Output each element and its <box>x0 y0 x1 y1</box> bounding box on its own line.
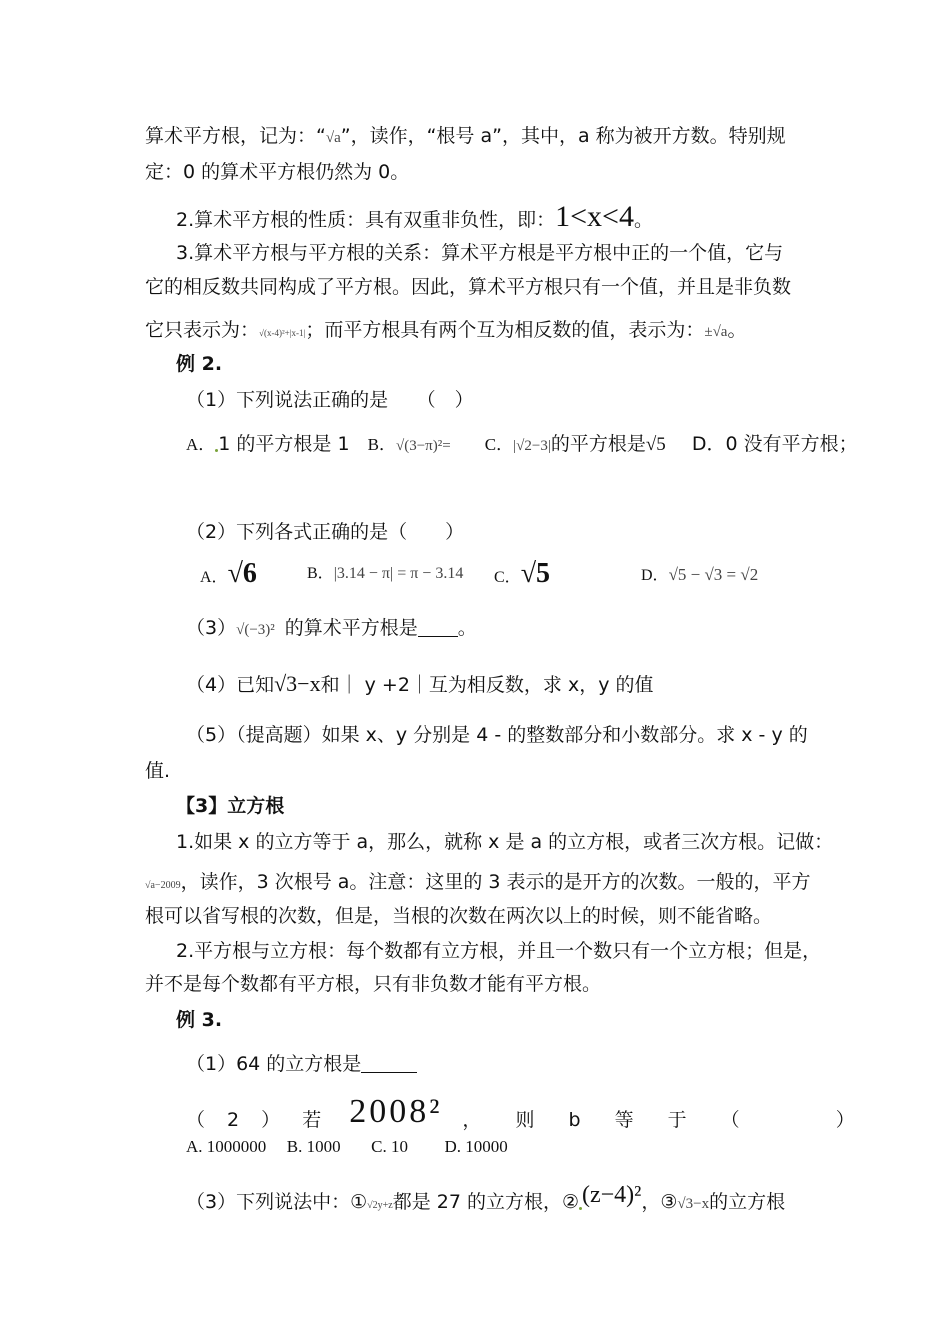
ex2-q4 <box>186 670 653 699</box>
small-formula: √(x-4)²+|x-1| <box>259 328 306 338</box>
choice-b-label: B． <box>367 435 396 454</box>
para-relation-line2 <box>145 273 791 301</box>
choice-a-label: A． <box>186 435 216 454</box>
ex2-q1-choices <box>186 430 858 460</box>
choice-d: D. 10000 <box>444 1137 508 1156</box>
text: 的算术平方根是 <box>284 617 418 639</box>
example-2-heading: 例 2. <box>176 353 223 375</box>
choice-c-formula: √5 <box>520 558 551 589</box>
q3-formula: √(−3)² <box>236 622 275 638</box>
text: ”，读作，“根号 a”，其中，a 称为被开方数。特别规 <box>340 125 786 147</box>
section-3-heading: 【3】立方根 <box>176 795 285 817</box>
ex2-q2-stem: （2）下列各式正确的是（ ） <box>186 521 465 543</box>
text: 算术平方根，记为：“ <box>145 125 326 147</box>
inequality-formula: 1<x<4 <box>555 200 634 233</box>
text: 它只表示为： <box>145 319 260 341</box>
ex3-q1 <box>186 1050 417 1078</box>
choice-b: B. 1000 <box>286 1137 341 1156</box>
q2-formula: 2008² <box>349 1093 443 1130</box>
text: （ 2 ） 若 <box>186 1109 330 1131</box>
para-arith-sqrt-def-line1 <box>145 122 786 152</box>
sec3-para3: 根可以省写根的次数，但是，当根的次数在两次以上的时候，则不能省略。 <box>145 905 773 927</box>
ex3-q2-choices <box>186 1133 508 1161</box>
choice-c-label: C． <box>494 569 521 586</box>
ex2-q2-choice-c <box>494 560 550 592</box>
answer-blank[interactable] <box>361 1052 417 1073</box>
choice-c-formula: |√2−3| <box>513 438 551 454</box>
choice-b-formula: √(3−π)²= <box>395 438 451 454</box>
ex3-q2 <box>186 1093 855 1134</box>
ex2-q2-choice-b <box>307 558 463 588</box>
text: 和｜ y +2｜互为相反数，求 x，y 的值 <box>320 674 654 696</box>
choice-b-label: B． <box>307 565 334 582</box>
choice-c-text: 的平方根是 <box>550 433 646 455</box>
para-relation-line1 <box>176 239 783 267</box>
cube-root-formula: √a−2009 <box>145 880 181 891</box>
ex3-q3 <box>186 1181 785 1220</box>
sec3-para5: 并不是每个数都有平方根，只有非负数才能有平方根。 <box>145 973 602 995</box>
choice-a-text: 1 的平方根是 1 <box>218 433 350 455</box>
choice-a: A. 1000000 <box>186 1137 267 1156</box>
text: 。 <box>727 319 747 341</box>
q3-formula-1: √2y+z <box>367 1200 393 1211</box>
text: （3） <box>186 617 237 639</box>
choice-a-formula: √6 <box>227 558 257 589</box>
choice-a-label: A． <box>200 569 228 586</box>
ex2-q5-line2: 值. <box>145 760 171 782</box>
para-relation-line3 <box>145 316 746 347</box>
choice-d-formula: √5 − √3 = √2 <box>668 565 759 584</box>
choice-b-formula: |3.14 − π| = π − 3.14 <box>333 565 464 582</box>
q4-formula: √3−x <box>274 671 321 696</box>
sec3-para4: 2.平方根与立方根：每个数都有立方根，并且一个数只有一个立方根；但是， <box>176 940 822 962</box>
text: （3）下列说法中：① <box>186 1191 368 1213</box>
text: 它的相反数共同构成了平方根。因此，算术平方根只有一个值，并且是非负数 <box>145 276 792 298</box>
ex2-q2-choice-d <box>641 560 758 590</box>
ex2-q1-stem: （1）下列说法正确的是 （ ） <box>186 389 474 411</box>
text: 都是 27 的立方根，② <box>392 1191 579 1213</box>
text: 。 <box>457 617 477 639</box>
q3-formula-3: √3−x <box>677 1196 710 1212</box>
text: 3.算术平方根与平方根的关系：算术平方根是平方根中正的一个值，它与 <box>176 242 784 264</box>
text: ） <box>835 1109 855 1131</box>
sqrt-a-formula: √a <box>325 130 341 146</box>
answer-blank[interactable] <box>418 616 458 637</box>
text: （1）64 的立方根是 <box>186 1053 362 1075</box>
choice-d-label: D． <box>641 567 669 584</box>
q3-formula-2: (z−4)² <box>582 1182 642 1208</box>
choice-d-text: D．0 没有平方根； <box>691 433 858 455</box>
para-property <box>176 200 653 234</box>
ex2-q2-choice-a <box>200 560 257 592</box>
example-3-heading: 例 3. <box>176 1009 223 1031</box>
plus-minus-sqrt-a-formula: ±√a <box>704 324 728 340</box>
text: 定：0 的算术平方根仍然为 0。 <box>145 161 410 183</box>
text: ， 则 b 等 于 （ <box>462 1109 754 1131</box>
sec3-para2 <box>145 868 811 900</box>
choice-c: C. 10 <box>371 1137 408 1156</box>
choice-c-label: C． <box>484 435 514 454</box>
choice-c-formula-2: √5 <box>645 434 666 455</box>
text: 的立方根 <box>709 1191 786 1213</box>
para-arith-sqrt-def-line2 <box>145 158 409 186</box>
text: ；而平方根具有两个互为相反数的值，表示为： <box>305 319 705 341</box>
text: （4）已知 <box>186 674 275 696</box>
ex2-q3 <box>186 614 477 644</box>
ex2-q5-line1: （5）（提高题）如果 x、y 分别是 4 - 的整数部分和小数部分。求 x - y 的 <box>186 724 808 746</box>
text: 2.算术平方根的性质：具有双重非负性，即： <box>176 209 556 231</box>
text: ，③ <box>641 1191 678 1213</box>
text: 。 <box>633 209 653 231</box>
text: ，读作，3 次根号 a。注意：这里的 3 表示的是开方的次数。一般的，平方 <box>180 871 811 893</box>
sec3-para1: 1.如果 x 的立方等于 a，那么，就称 x 是 a 的立方根，或者三次方根。记做： <box>176 831 834 853</box>
